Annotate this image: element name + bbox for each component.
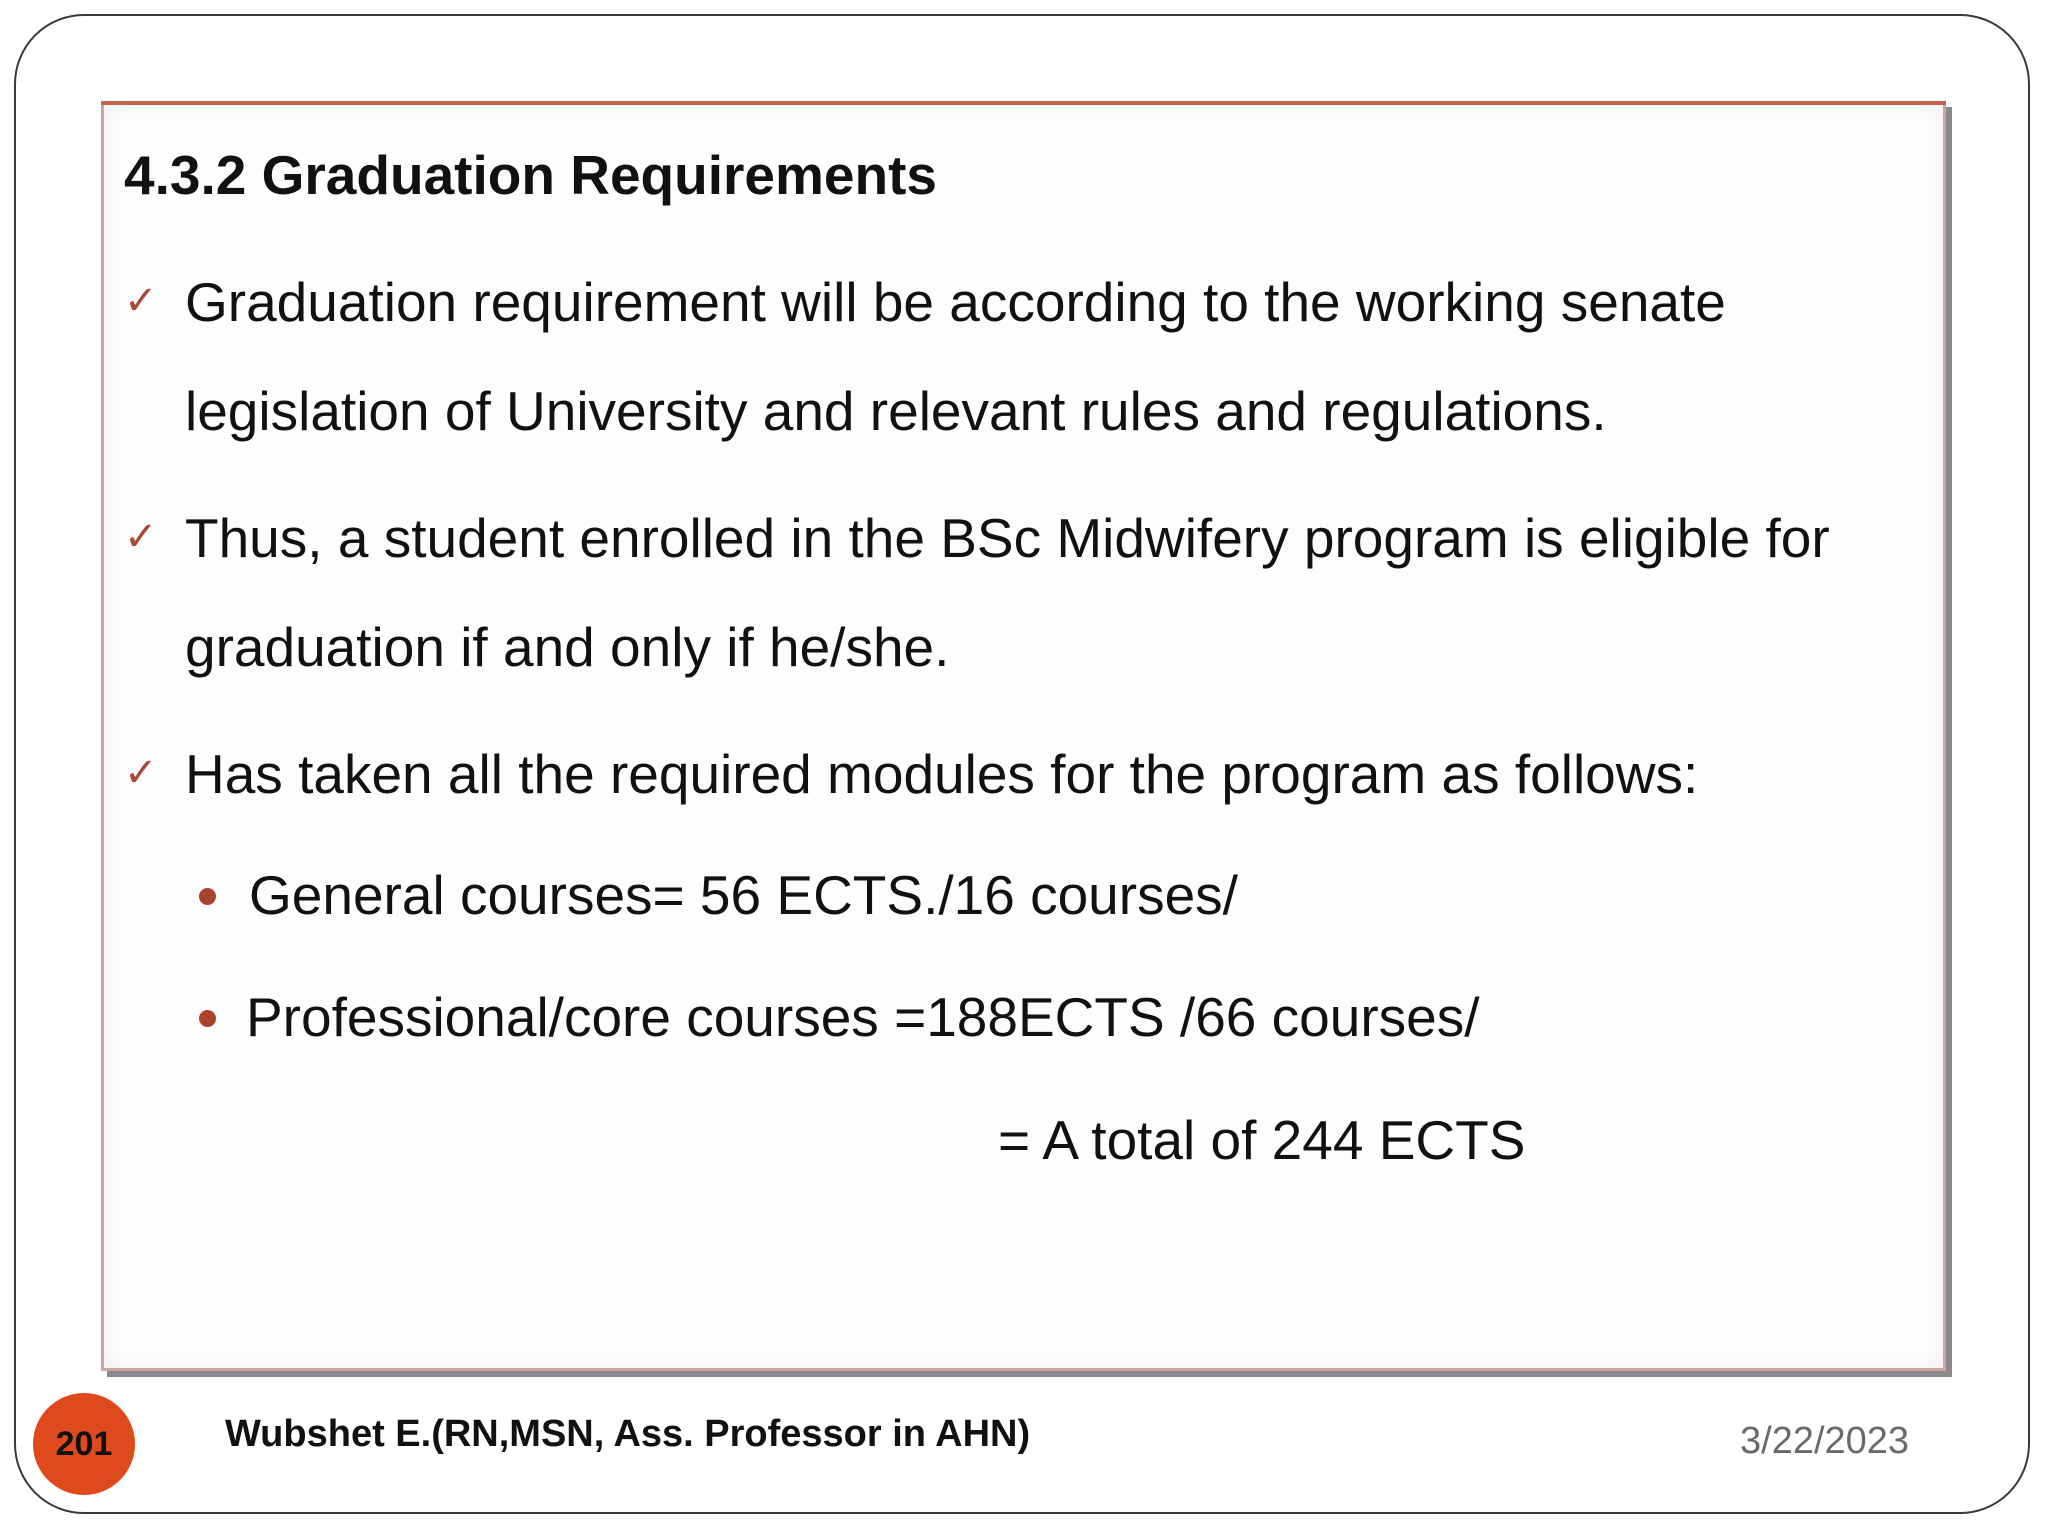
sub-bullet-professional-courses: Professional/core courses =188ECTS /66 courses/ (246, 986, 1480, 1048)
sub-bullet-general-courses: General courses= 56 ECTS./16 courses/ (249, 864, 1238, 926)
checkmark-icon: ✓ (124, 514, 158, 560)
bullet-dot-icon (199, 1010, 216, 1027)
page-number-badge: 201 (33, 1393, 135, 1495)
checkmark-icon: ✓ (124, 278, 158, 324)
bullet-student-eligibility: Thus, a student enrolled in the BSc Midwifery program is eligible for graduation if and only if he/she. (185, 507, 1830, 678)
total-ects: = A total of 244 ECTS (998, 1109, 1526, 1171)
bullet-required-modules: Has taken all the required modules for the program as follows: (185, 743, 1699, 805)
checkmark-icon: ✓ (124, 750, 158, 796)
slide-title: 4.3.2 Graduation Requirements (124, 144, 937, 206)
bullet-graduation-requirement: Graduation requirement will be according to the working senate legislation of University and relevant rules and regulations. (185, 271, 1726, 442)
footer-author: Wubshet E.(RN,MSN, Ass. Professor in AHN) (225, 1413, 1031, 1455)
bullet-dot-icon (199, 888, 216, 905)
footer-date: 3/22/2023 (1740, 1420, 1910, 1462)
